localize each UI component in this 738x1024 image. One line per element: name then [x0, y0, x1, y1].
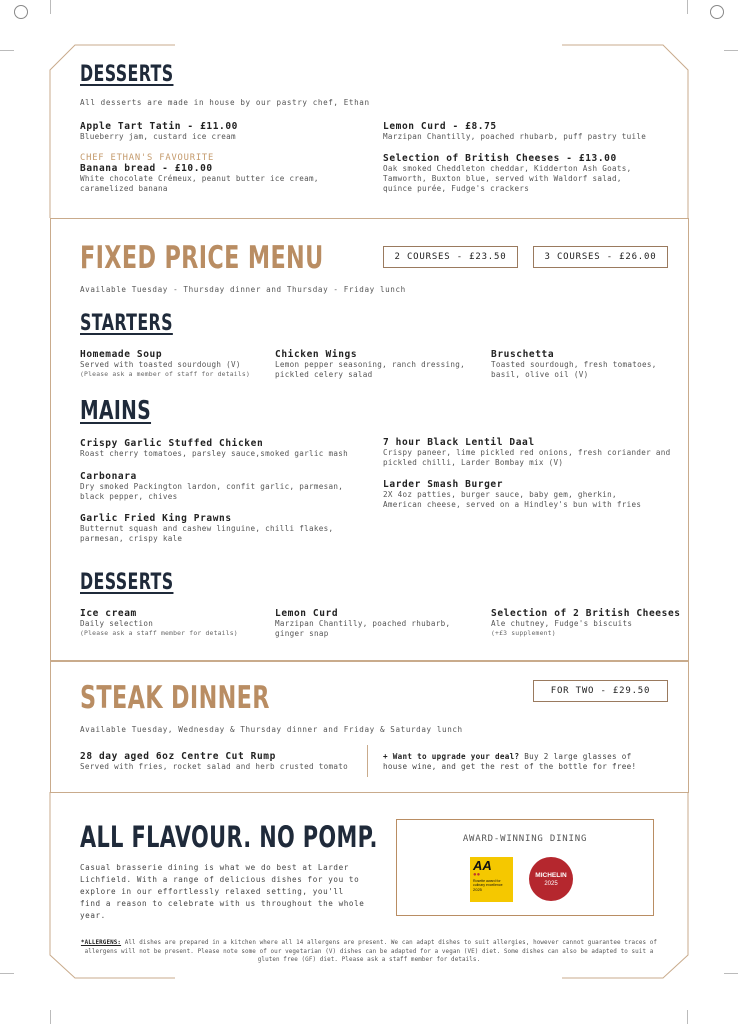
- item-name: Lemon Curd - £8.75: [383, 121, 497, 132]
- menu-item: [80, 349, 265, 378]
- item-desc: Served with toasted sourdough (V): [80, 360, 241, 369]
- desserts-heading: DESSERTS: [80, 62, 174, 87]
- item-name: 7 hour Black Lentil Daal: [383, 437, 535, 448]
- allergens-label: *ALLERGENS:: [80, 940, 122, 946]
- favourite-label: CHEF ETHAN'S FAVOURITE: [80, 153, 215, 163]
- menu-item: [80, 153, 360, 194]
- menu-item: [80, 438, 370, 459]
- item-desc: White chocolate Crémeux, peanut butter ice cream, caramelized banana: [80, 174, 319, 193]
- upsell-bold: + Want to upgrade your deal?: [383, 752, 520, 761]
- rosette-icon: ●●: [473, 872, 481, 878]
- upsell-text: [383, 752, 658, 772]
- item-desc: Butternut squash and cashew linguine, chilli flakes, parmesan, crispy kale: [80, 524, 334, 543]
- allergens-disclaimer: [80, 939, 658, 965]
- award-title: AWARD-WINNING DINING: [462, 834, 588, 844]
- steak-price: FOR TWO - £29.50: [533, 680, 668, 702]
- menu-item: [383, 121, 673, 142]
- menu-item: [80, 121, 360, 142]
- item-name: Homemade Soup: [80, 349, 163, 360]
- steak-divider: [367, 745, 368, 777]
- michelin-logo: MICHELIN: [535, 872, 567, 879]
- menu-item: [491, 608, 686, 637]
- item-note: (Please ask a member of staff for details): [80, 370, 250, 378]
- menu-item: [491, 349, 676, 380]
- fixed-price-availability: Available Tuesday - Thursday dinner and Thursday - Friday lunch: [80, 285, 406, 294]
- menu-item: [383, 437, 673, 468]
- item-desc: Dry smoked Packington lardon, confit garlic, parmesan, black pepper, chives: [80, 482, 344, 501]
- aa-logo: AA: [473, 858, 492, 873]
- item-name: Bruschetta: [491, 349, 555, 360]
- item-desc: Oak smoked Cheddleton cheddar, Kidderton Ash Goats, Tamworth, Buxton blue, served with Waldorf salad, quince purée, Fudge's crackers: [383, 164, 632, 193]
- item-desc: Crispy paneer, lime pickled red onions, fresh coriander and pickled chilli, Larder Bombay mix (V): [383, 448, 671, 467]
- item-desc: Toasted sourdough, fresh tomatoes, basil, olive oil (V): [491, 360, 657, 379]
- price-three-courses: 3 COURSES - £26.00: [533, 246, 668, 268]
- item-note: (+£3 supplement): [491, 629, 556, 637]
- item-desc: Blueberry jam, custard ice cream: [80, 132, 236, 141]
- item-name: Chicken Wings: [275, 349, 358, 360]
- item-note: (Please ask a staff member for details): [80, 629, 238, 637]
- item-desc: Roast cherry tomatoes, parsley sauce,smoked garlic mash: [80, 449, 348, 458]
- steak-availability: Available Tuesday, Wednesday & Thursday dinner and Friday & Saturday lunch: [80, 725, 463, 734]
- fixed-price-heading: FIXED PRICE MENU: [80, 240, 324, 276]
- item-name: Carbonara: [80, 471, 137, 482]
- allergens-text: All dishes are prepared in a kitchen where all 14 allergens are present. We can adapt dishes to suit allergies, however cannot guarantee traces of allergens will not be present. Please note some of our vegetarian (V) dishes can be adapted for a vegan (VE) diet. Some dishes can also be adapted to suit a gluten free (GF) diet. Please ask a staff member for details.: [84, 940, 658, 964]
- menu-item: [80, 513, 370, 544]
- menu-item: [275, 608, 475, 639]
- item-name: Banana bread - £10.00: [80, 163, 213, 174]
- michelin-year: 2025: [544, 881, 558, 887]
- menu-item: [275, 349, 480, 380]
- item-name: Ice cream: [80, 608, 137, 619]
- tagline-heading: ALL FLAVOUR. NO POMP.: [80, 820, 378, 854]
- item-name: Crispy Garlic Stuffed Chicken: [80, 438, 264, 449]
- desserts-intro: All desserts are made in house by our pastry chef, Ethan: [80, 98, 370, 107]
- menu-item: [80, 608, 270, 637]
- item-name: Selection of British Cheeses - £13.00: [383, 153, 617, 164]
- menu-item: [383, 153, 653, 194]
- item-desc: Marzipan Chantilly, poached rhubarb, puff pastry tuile: [383, 132, 647, 141]
- menu-item: [80, 471, 360, 502]
- item-name: Larder Smash Burger: [383, 479, 504, 490]
- item-name: Garlic Fried King Prawns: [80, 513, 232, 524]
- item-desc: Marzipan Chantilly, poached rhubarb, ginger snap: [275, 619, 451, 638]
- item-desc: Daily selection: [80, 619, 154, 628]
- michelin-badge: [529, 857, 573, 901]
- item-desc: 2X 4oz patties, burger sauce, baby gem, gherkin, American cheese, served on a Hindley's bun with fries: [383, 490, 642, 509]
- item-name: 28 day aged 6oz Centre Cut Rump: [80, 751, 276, 762]
- item-name: Apple Tart Tatin - £11.00: [80, 121, 238, 132]
- item-name: Selection of 2 British Cheeses: [491, 608, 681, 619]
- menu-item: [383, 479, 653, 510]
- item-desc: Ale chutney, Fudge's biscuits: [491, 619, 633, 628]
- starters-heading: STARTERS: [80, 311, 173, 336]
- upsell-body: Buy 2 large glasses of house wine, and get the rest of the bottle for free!: [383, 752, 637, 771]
- steak-heading: STEAK DINNER: [80, 680, 270, 716]
- fixed-desserts-heading: DESSERTS: [80, 570, 174, 595]
- item-desc: Served with fries, rocket salad and herb crusted tomato: [80, 762, 348, 771]
- aa-text: Rosette award for culinary excellence: [473, 879, 503, 887]
- item-name: Lemon Curd: [275, 608, 339, 619]
- aa-rosette-badge: [470, 857, 513, 902]
- mains-heading: MAINS: [80, 396, 152, 426]
- tagline-paragraph: Casual brasserie dining is what we do best at Larder Lichfield. With a range of delicious dishes for you to explore in our effortlessly relaxed setting, you'll find a reason to celebrate with us throughout the whole year.: [80, 863, 365, 920]
- menu-item: [80, 751, 370, 772]
- aa-year: 2025: [473, 887, 482, 892]
- item-desc: Lemon pepper seasoning, ranch dressing, pickled celery salad: [275, 360, 466, 379]
- price-two-courses: 2 COURSES - £23.50: [383, 246, 518, 268]
